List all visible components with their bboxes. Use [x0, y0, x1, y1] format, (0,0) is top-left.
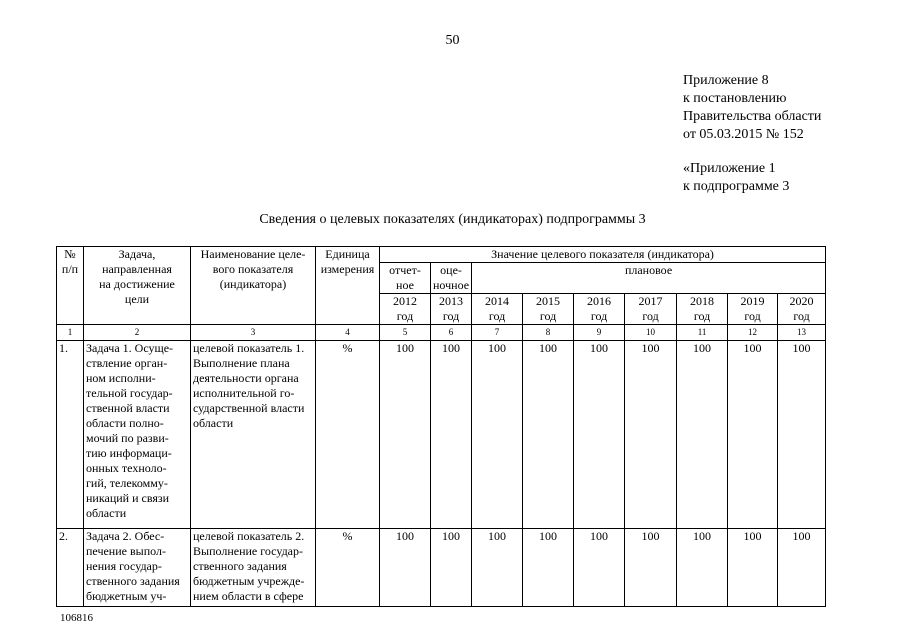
year-suffix: год — [396, 309, 414, 323]
row-value: 100 — [778, 529, 826, 607]
col-number: 6 — [431, 325, 472, 341]
appendix-line: Правительства области — [683, 109, 822, 124]
row-indicator: целевой показатель 2. Выполнение государ- ственного задания бюджетным учрежде- нием области в сфере — [191, 529, 316, 607]
header-year — [523, 294, 574, 325]
year-value: 2017 — [638, 294, 663, 308]
header-estimated: оце- ночное — [431, 263, 472, 294]
col-number: 12 — [728, 325, 778, 341]
row-unit: % — [316, 341, 380, 529]
header-unit: Единица измерения — [316, 247, 380, 325]
col-number: 3 — [191, 325, 316, 341]
year-suffix: год — [488, 309, 506, 323]
row-task: Задача 1. Осуще- ствление орган- ном исполни- тельной государ- ственной власти области полно- мочий по разви- тию информаци- онных техноло- гий, телекомму- никаций и связи области — [84, 341, 191, 529]
row-value: 100 — [574, 341, 625, 529]
col-number: 1 — [57, 325, 84, 341]
appendix-block-2 — [683, 160, 789, 196]
row-num: 2. — [57, 529, 84, 607]
year-value: 2019 — [740, 294, 765, 308]
appendix-line: к постановлению — [683, 91, 787, 106]
appendix-line: «Приложение 1 — [683, 161, 776, 176]
header-task: Задача, направленная на достижение цели — [84, 247, 191, 325]
appendix-line: Приложение 8 — [683, 73, 769, 88]
year-value: 2018 — [690, 294, 715, 308]
row-value: 100 — [472, 529, 523, 607]
row-value: 100 — [625, 341, 677, 529]
row-value: 100 — [677, 341, 728, 529]
year-value: 2013 — [439, 294, 464, 308]
year-suffix: год — [642, 309, 659, 323]
page-number: 50 — [445, 33, 460, 48]
header-indicator: Наименование целе- вого показателя (индикатора) — [191, 247, 316, 325]
header-year — [472, 294, 523, 325]
year-value: 2020 — [789, 294, 814, 308]
row-value: 100 — [431, 341, 472, 529]
row-value: 100 — [472, 341, 523, 529]
row-value: 100 — [625, 529, 677, 607]
col-number: 9 — [574, 325, 625, 341]
year-suffix: год — [590, 309, 608, 323]
year-suffix: год — [442, 309, 460, 323]
table-row — [57, 529, 826, 607]
appendix-line: к подпрограмме 3 — [683, 179, 790, 194]
row-value: 100 — [523, 341, 574, 529]
row-indicator: целевой показатель 1. Выполнение плана деятельности органа исполнительной го- сударственной власти области — [191, 341, 316, 529]
row-value: 100 — [380, 529, 431, 607]
header-num: № п/п — [57, 247, 84, 325]
header-year — [380, 294, 431, 325]
row-num: 1. — [57, 341, 84, 529]
col-number: 2 — [84, 325, 191, 341]
row-value: 100 — [778, 341, 826, 529]
document-title: Сведения о целевых показателях (индикаторах) подпрограммы 3 — [259, 212, 646, 227]
row-unit: % — [316, 529, 380, 607]
row-value: 100 — [728, 341, 778, 529]
row-value: 100 — [728, 529, 778, 607]
header-year — [778, 294, 826, 325]
header-year — [728, 294, 778, 325]
header-planned: плановое — [472, 263, 826, 294]
header-year — [625, 294, 677, 325]
col-number: 8 — [523, 325, 574, 341]
row-value: 100 — [380, 341, 431, 529]
year-value: 2014 — [485, 294, 510, 308]
appendix-line: от 05.03.2015 № 152 — [683, 127, 804, 142]
row-value: 100 — [574, 529, 625, 607]
header-year — [574, 294, 625, 325]
year-value: 2016 — [587, 294, 612, 308]
col-number: 13 — [778, 325, 826, 341]
year-suffix: год — [539, 309, 557, 323]
col-number: 10 — [625, 325, 677, 341]
col-number: 4 — [316, 325, 380, 341]
year-suffix: год — [693, 309, 711, 323]
row-value: 100 — [523, 529, 574, 607]
col-number: 7 — [472, 325, 523, 341]
header-value-group: Значение целевого показателя (индикатора) — [380, 247, 826, 263]
header-year — [677, 294, 728, 325]
indicators-table — [56, 246, 826, 607]
header-reported: отчет- ное — [380, 263, 431, 294]
header-year — [431, 294, 472, 325]
row-value: 100 — [677, 529, 728, 607]
year-suffix: год — [744, 309, 761, 323]
col-number: 5 — [380, 325, 431, 341]
row-value: 100 — [431, 529, 472, 607]
year-value: 2015 — [536, 294, 561, 308]
table-row — [57, 341, 826, 529]
year-value: 2012 — [393, 294, 417, 308]
row-task: Задача 2. Обес- печение выпол- нения государ- ственного задания бюджетным уч- — [84, 529, 191, 607]
year-suffix: год — [793, 309, 810, 323]
col-number: 11 — [677, 325, 728, 341]
footer-mark: 106816 — [60, 612, 93, 624]
appendix-block — [683, 72, 821, 144]
